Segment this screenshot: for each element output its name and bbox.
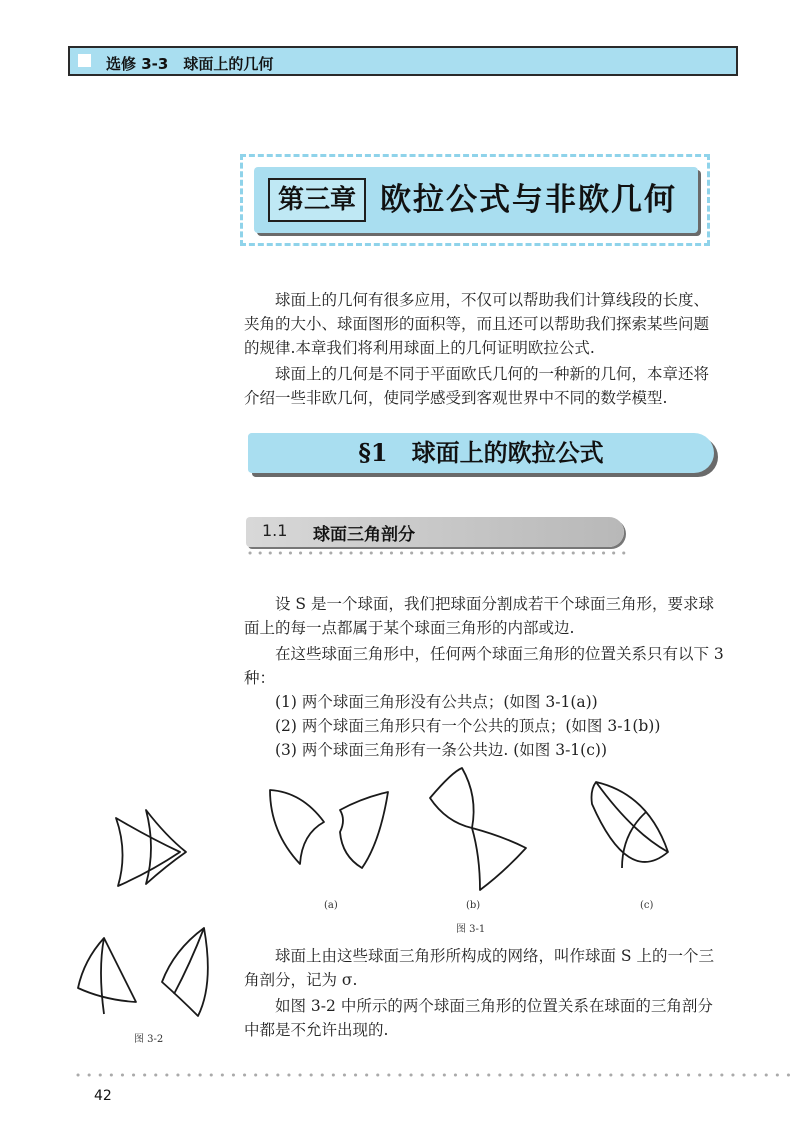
body-text [244,592,724,762]
subsection-dotted-rule [248,550,628,556]
section-title: §1 球面上的欧拉公式 [358,438,604,467]
list-item-1: (1) 两个球面三角形没有公共点；(如图 3-1(a)) [275,693,598,711]
body-paragraph-1: 设 S 是一个球面，我们把球面分割成若干个球面三角形，要求球面上的每一点都属于某个球面三角形的内部或边. [244,595,714,637]
triangle-b-bottom [472,828,526,890]
figure-3-2-bottom [74,924,224,1034]
list-item-2: (2) 两个球面三角形只有一个公共的顶点；(如图 3-1(b)) [275,717,661,735]
chapter-number: 第三章 [268,178,366,222]
figure-3-2-top [110,802,200,892]
lower-text [244,944,724,1042]
triangle-32-bottom-right-edge [174,928,204,994]
figure-3-1-caption: 图 3-1 [456,924,486,935]
body-paragraph-4: 如图 3-2 中所示的两个球面三角形的位置关系在球面的三角剖分中都是不允许出现的. [244,997,713,1039]
header-square-icon [78,54,91,67]
subsection-banner [246,517,624,547]
triangle-a-left [270,790,324,864]
figure-3-1-a [262,782,402,882]
header-text: 选修 3-3 球面上的几何 [106,55,274,73]
triangle-32-bottom-left [78,938,136,1002]
page-number: 42 [94,1088,112,1104]
triangle-c-shared-edge [596,782,668,852]
list-item-3: (3) 两个球面三角形有一条公共边. (如图 3-1(c)) [275,741,607,759]
figure-3-1-b [422,766,532,896]
body-paragraph-3: 球面上由这些球面三角形所构成的网络，叫作球面 S 上的一个三角剖分，记为 σ. [244,947,714,989]
figure-3-1-c [588,774,688,884]
figure-3-1-a-label: (a) [324,900,338,911]
triangle-32-top-right [146,810,186,884]
intro-paragraph-1: 球面上的几何有很多应用，不仅可以帮助我们计算线段的长度、夹角的大小、球面图形的面积等，而且还可以帮助我们探索某些问题的规律.本章我们将利用球面上的几何证明欧拉公式. [244,291,710,357]
intro-text [244,288,724,410]
subsection-title: 球面三角剖分 [313,525,415,545]
figure-3-2-caption: 图 3-2 [134,1034,164,1045]
running-header [68,46,738,76]
subsection-number: 1.1 [262,521,288,540]
figure-3-1-c-label: (c) [640,900,654,911]
triangle-32-bottom-left-edge [101,938,104,1014]
figure-3-1-b-label: (b) [466,900,481,911]
triangle-a-right [340,792,388,868]
footer-dotted-rule [76,1072,800,1078]
intro-paragraph-2: 球面上的几何是不同于平面欧氏几何的一种新的几何，本章还将介绍一些非欧几何，使同学感受到客观世界中不同的数学模型. [244,365,710,407]
body-paragraph-2: 在这些球面三角形中，任何两个球面三角形的位置关系只有以下 3 种： [244,645,724,687]
triangle-b-top [430,768,474,828]
chapter-title: 欧拉公式与非欧几何 [380,182,677,218]
